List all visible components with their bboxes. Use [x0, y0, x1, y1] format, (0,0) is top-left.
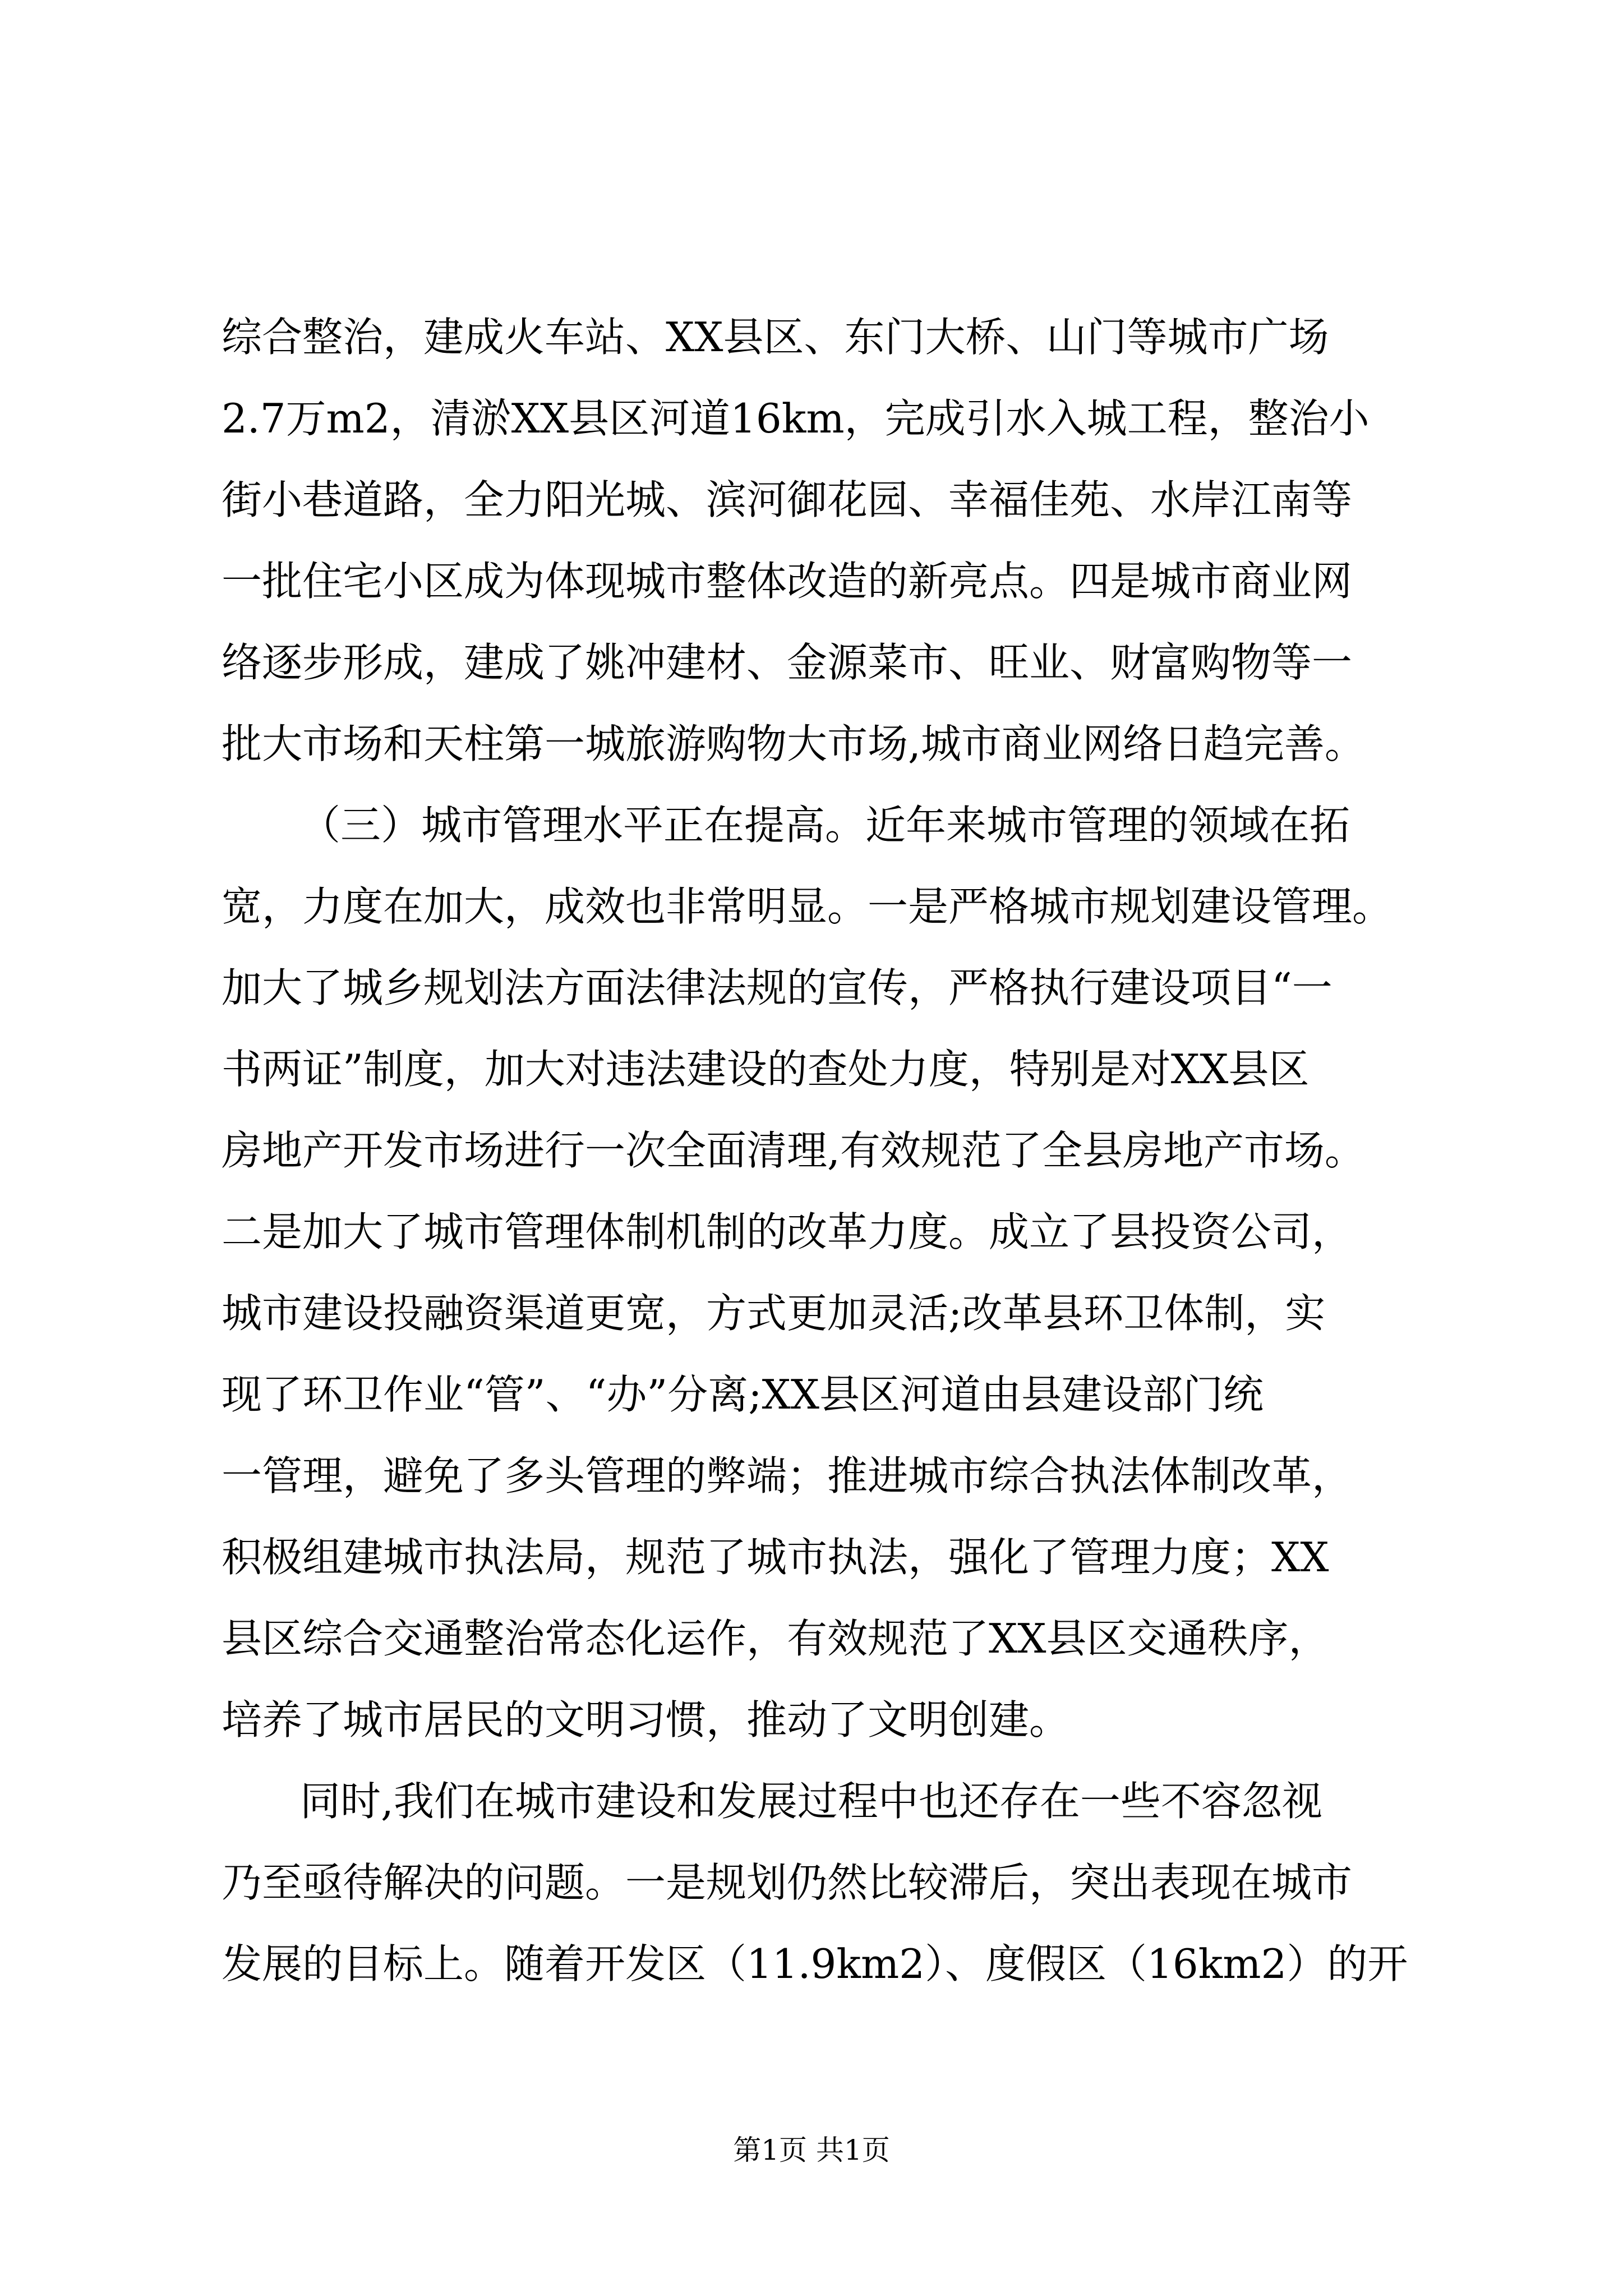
body-text-line: 乃至亟待解决的问题。一是规划仍然比较滞后，突出表现在城市	[222, 1859, 1353, 1906]
body-text-line: 城市建设投融资渠道更宽，方式更加灵活;改革县环卫体制，实	[222, 1290, 1326, 1337]
body-text-line: 2.7万m2，清淤XX县区河道16km，完成引水入城工程，整治小	[222, 395, 1370, 442]
body-text-line: 宽，力度在加大，成效也非常明显。一是严格城市规划建设管理。	[222, 883, 1393, 930]
body-text-line: 街小巷道路，全力阳光城、滨河御花园、幸福佳苑、水岸江南等	[222, 476, 1353, 523]
body-text-line: 批大市场和天柱第一城旅游购物大市场,城市商业网络日趋完善。	[222, 720, 1365, 767]
body-text-line: 现了环卫作业“管”、“办”分离;XX县区河道由县建设部门统	[222, 1371, 1264, 1418]
body-text-line: 积极组建城市执法局，规范了城市执法，强化了管理力度；XX	[222, 1534, 1329, 1581]
body-text-line: 书两证”制度，加大对违法建设的查处力度，特别是对XX县区	[222, 1046, 1310, 1093]
body-text-line: 房地产开发市场进行一次全面清理,有效规范了全县房地产市场。	[222, 1127, 1365, 1174]
body-text-line: 县区综合交通整治常态化运作，有效规范了XX县区交通秩序，	[222, 1615, 1329, 1662]
body-text-line: 加大了城乡规划法方面法律法规的宣传，严格执行建设项目“一	[222, 964, 1332, 1011]
body-text-line: 络逐步形成，建成了姚冲建材、金源菜市、旺业、财富购物等一	[222, 639, 1353, 686]
body-text-line: 二是加大了城市管理体制机制的改革力度。成立了县投资公司，	[222, 1208, 1353, 1255]
body-text-line: 一管理，避免了多头管理的弊端；推进城市综合执法体制改革，	[222, 1452, 1353, 1499]
paragraph-first-line: 同时,我们在城市建设和发展过程中也还存在一些不容忽视	[300, 1778, 1322, 1825]
page-footer: 第1页 共1页	[733, 2134, 890, 2166]
body-text-line: 培养了城市居民的文明习惯，推动了文明创建。	[222, 1696, 1070, 1743]
section-heading-line: （三）城市管理水平正在提高。近年来城市管理的领域在拓	[300, 802, 1350, 849]
body-text-line: 一批住宅小区成为体现城市整体改造的新亮点。四是城市商业网	[222, 558, 1353, 605]
body-text-line: 发展的目标上。随着开发区（11.9km2）、度假区（16km2）的开	[222, 1940, 1408, 1987]
body-text-line: 综合整治，建成火车站、XX县区、东门大桥、山门等城市广场	[222, 314, 1329, 361]
